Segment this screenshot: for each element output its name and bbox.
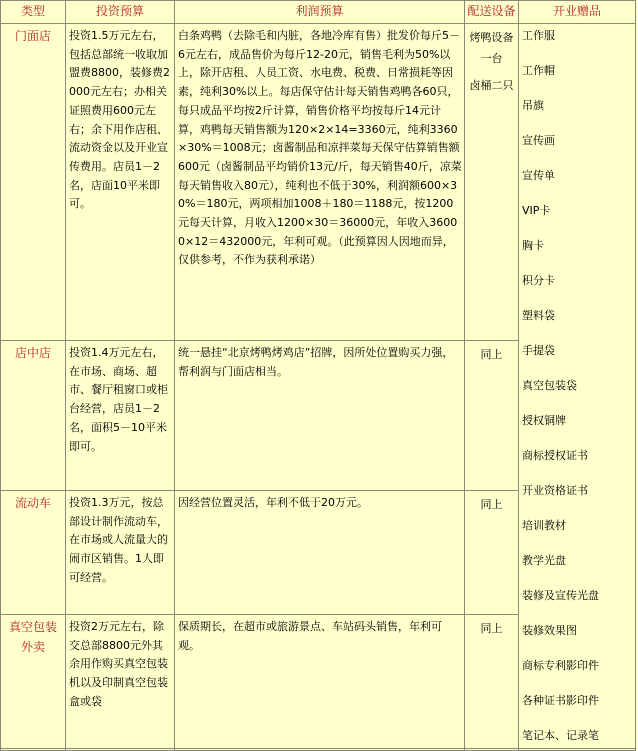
header-type: 类型 (0, 0, 66, 24)
header-gifts: 开业赠品 (518, 0, 636, 24)
gift-item: 商标授权证书 (522, 449, 588, 462)
row-type-vacuum-takeout: 真空包装外卖 (0, 614, 66, 751)
gift-item: 各种证书影印件 (522, 694, 599, 707)
gift-item: 胸卡 (522, 239, 544, 252)
row-type-storefront: 门面店 (0, 23, 66, 341)
row-equipment-shop-in-shop: 同上 (464, 340, 519, 491)
gift-item: 笔记本、记录笔 (522, 729, 599, 742)
gift-item: 吊旗 (522, 99, 544, 112)
gift-item: 授权铜牌 (522, 414, 566, 427)
equipment-item-roaster: 烤鸭设备一台 (469, 31, 514, 65)
gift-item: 塑料袋 (522, 309, 555, 322)
equipment-item-brine-bucket: 卤桶二只 (469, 79, 514, 92)
row-investment-storefront: 投资1.5万元左右，包括总部统一收取加盟费8800，装修费2000元左右；办相关证照费用600元左右；余下用作店租、流动资金以及开业宣传费用。店员1－2名，店面10平米即可。 (65, 23, 175, 341)
gift-item: 培训教材 (522, 519, 566, 532)
gift-item: 手提袋 (522, 344, 555, 357)
gift-item: 教学光盘 (522, 554, 566, 567)
row-investment-vacuum-takeout: 投资2万元左右，除交总部8800元外其余用作购买真空包装机以及印制真空包装盒或袋 (65, 614, 175, 751)
header-profit: 利润预算 (174, 0, 465, 24)
gift-item: 宣传单 (522, 169, 555, 182)
row-investment-shop-in-shop: 投资1.4万元左右，在市场、商场、超市、餐厅租窗口或柜台经营，店员1－2名，面积5－10平米即可。 (65, 340, 175, 491)
gift-item: 开业资格证书 (522, 484, 588, 497)
gift-item: 积分卡 (522, 274, 555, 287)
row-investment-mobile-cart: 投资1.3万元，按总部设计制作流动车，在市场或人流量大的闹市区销售。1人即可经营。 (65, 490, 175, 615)
row-profit-vacuum-takeout: 保质期长，在超市或旅游景点、车站码头销售，年利可观。 (174, 614, 465, 751)
gift-item: 宣传画 (522, 134, 555, 147)
header-equipment: 配送设备 (464, 0, 519, 24)
row-profit-mobile-cart: 因经营位置灵活，年利不低于20万元。 (174, 490, 465, 615)
gift-item: 真空包装袋 (522, 379, 577, 392)
row-type-mobile-cart: 流动车 (0, 490, 66, 615)
gift-item: 工作服 (522, 29, 555, 42)
gift-item: 装修及宣传光盘 (522, 589, 599, 602)
row-equipment-mobile-cart: 同上 (464, 490, 519, 615)
gift-item: VIP卡 (522, 204, 551, 217)
gift-item: 装修效果图 (522, 624, 577, 637)
header-investment: 投资预算 (65, 0, 175, 24)
gift-item: 商标专利影印件 (522, 659, 599, 672)
row-profit-storefront: 白条鸡鸭（去除毛和内脏，各地冷库有售）批发价每斤5－6元左右，成品售价为每斤12-20元，销售毛利为50%以上，除开店租、人员工资、水电费、税费、日常损耗等因素，纯利30%以上。每店保守估计每天销售鸡鸭各60只，每只成品平均按2斤计算，销售价格平均按每斤14元计算，鸡鸭每天销售额为120×2×14=3360元，纯利3360×30%＝1008元；卤酱制品和凉拌菜每天保守估算销售额600元（卤酱制品平均销价13元/斤，每天销售40斤，凉菜每天销售收入80元），纯利也不低于30%，利润额600×30%＝180元，两项相加1008＋180＝1188元，按1200元每天计算，月收入1200×30＝36000元，年收入36000×12＝432000元，年利可观。（此预算因人因地而异，仅供参考，不作为获利承诺） (174, 23, 465, 341)
row-type-shop-in-shop: 店中店 (0, 340, 66, 491)
row-profit-shop-in-shop: 统一悬挂“北京烤鸭烤鸡店”招牌，因所处位置购买力强，帮利润与门面店相当。 (174, 340, 465, 491)
row-equipment-storefront (464, 23, 519, 341)
gift-item: 工作帽 (522, 64, 555, 77)
row-equipment-vacuum-takeout: 同上 (464, 614, 519, 751)
